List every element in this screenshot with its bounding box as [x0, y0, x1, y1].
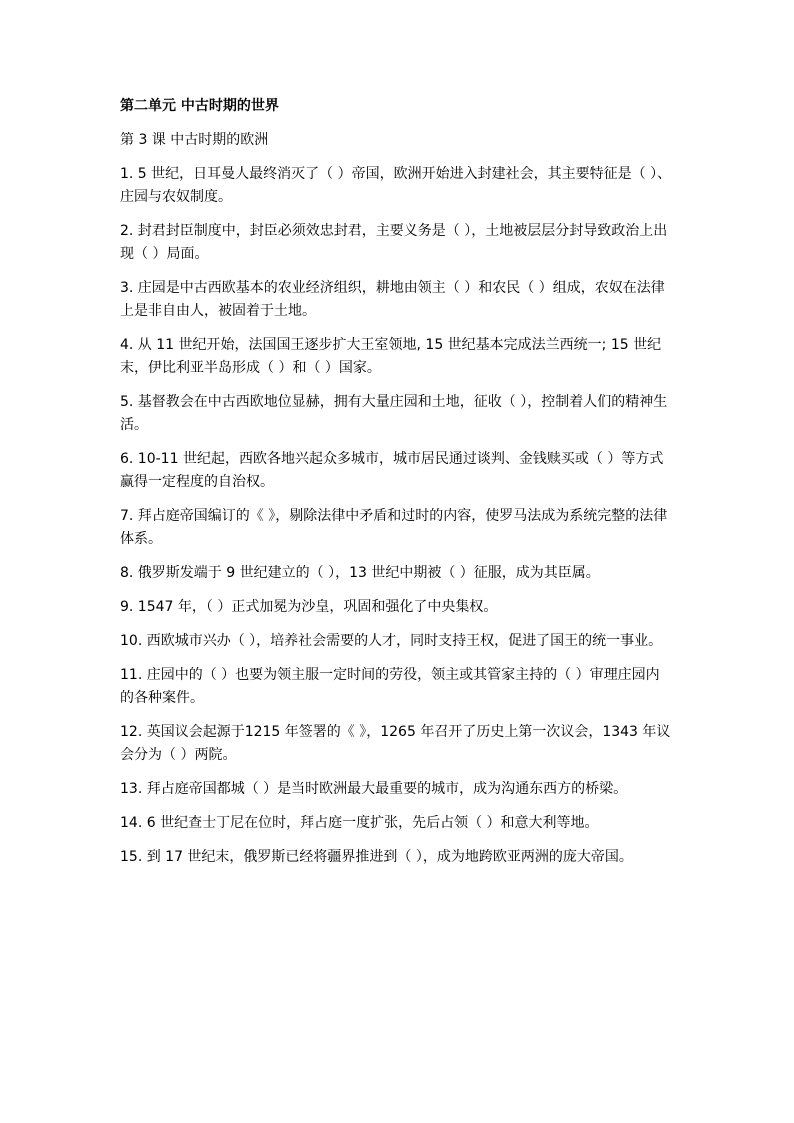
lesson-title: 第 3 课 中古时期的欧洲: [120, 132, 269, 148]
question-9: 9. 1547 年，（ ）正式加冕为沙皇，巩固和强化了中央集权。: [120, 599, 498, 615]
question-8: 8. 俄罗斯发端于 9 世纪建立的（ ），13 世纪中期被（ ）征服，成为其臣属。: [120, 565, 600, 581]
question-6: 6. 10-11 世纪起，西欧各地兴起众多城市，城市居民通过谈判、金钱赎买或（ ）等方式赢得一定程度的自治权。: [120, 451, 664, 490]
question-3: 3. 庄园是中古西欧基本的农业经济组织，耕地由领主（ ）和农民（ ）组成，农奴在法律上是非自由人，被固着于土地。: [120, 280, 665, 319]
question-7: 7. 拜占庭帝国编订的《 》，剔除法律中矛盾和过时的内容，使罗马法成为系统完整的法律体系。: [120, 508, 668, 547]
question-15: 15. 到 17 世纪末，俄罗斯已经将疆界推进到（ ），成为地跨欧亚两洲的庞大帝国。: [120, 849, 633, 865]
document-page: [120, 96, 672, 880]
question-14: 14. 6 世纪查士丁尼在位时，拜占庭一度扩张，先后占领（ ）和意大利等地。: [120, 815, 599, 831]
question-11: 11. 庄园中的（ ）也要为领主服一定时间的劳役，领主或其管家主持的（ ）审理庄园内的各种案件。: [120, 667, 660, 706]
question-13: 13. 拜占庭帝国都城（ ）是当时欧洲最大最重要的城市，成为沟通东西方的桥梁。: [120, 781, 628, 797]
question-12: 12. 英国议会起源于1215 年签署的《 》，1265 年召开了历史上第一次议会，1343 年议会分为（ ）两院。: [120, 724, 671, 763]
question-10: 10. 西欧城市兴办（ ），培养社会需要的人才，同时支持王权，促进了国王的统一事业。: [120, 633, 663, 649]
question-2: 2. 封君封臣制度中，封臣必须效忠封君，主要义务是（ ），土地被层层分封导致政治上出现（ ）局面。: [120, 223, 668, 262]
question-1: 1. 5 世纪，日耳曼人最终消灭了（ ）帝国，欧洲开始进入封建社会，其主要特征是（ ）、庄园与农奴制度。: [120, 166, 672, 205]
question-4: 4. 从 11 世纪开始，法国国王逐步扩大王室领地, 15 世纪基本完成法兰西统一; 15 世纪末，伊比利亚半岛形成（ ）和（ ）国家。: [120, 337, 662, 376]
question-5: 5. 基督教会在中古西欧地位显赫，拥有大量庄园和土地，征收（ ），控制着人们的精神生活。: [120, 394, 668, 433]
unit-title: 第二单元 中古时期的世界: [120, 98, 279, 114]
